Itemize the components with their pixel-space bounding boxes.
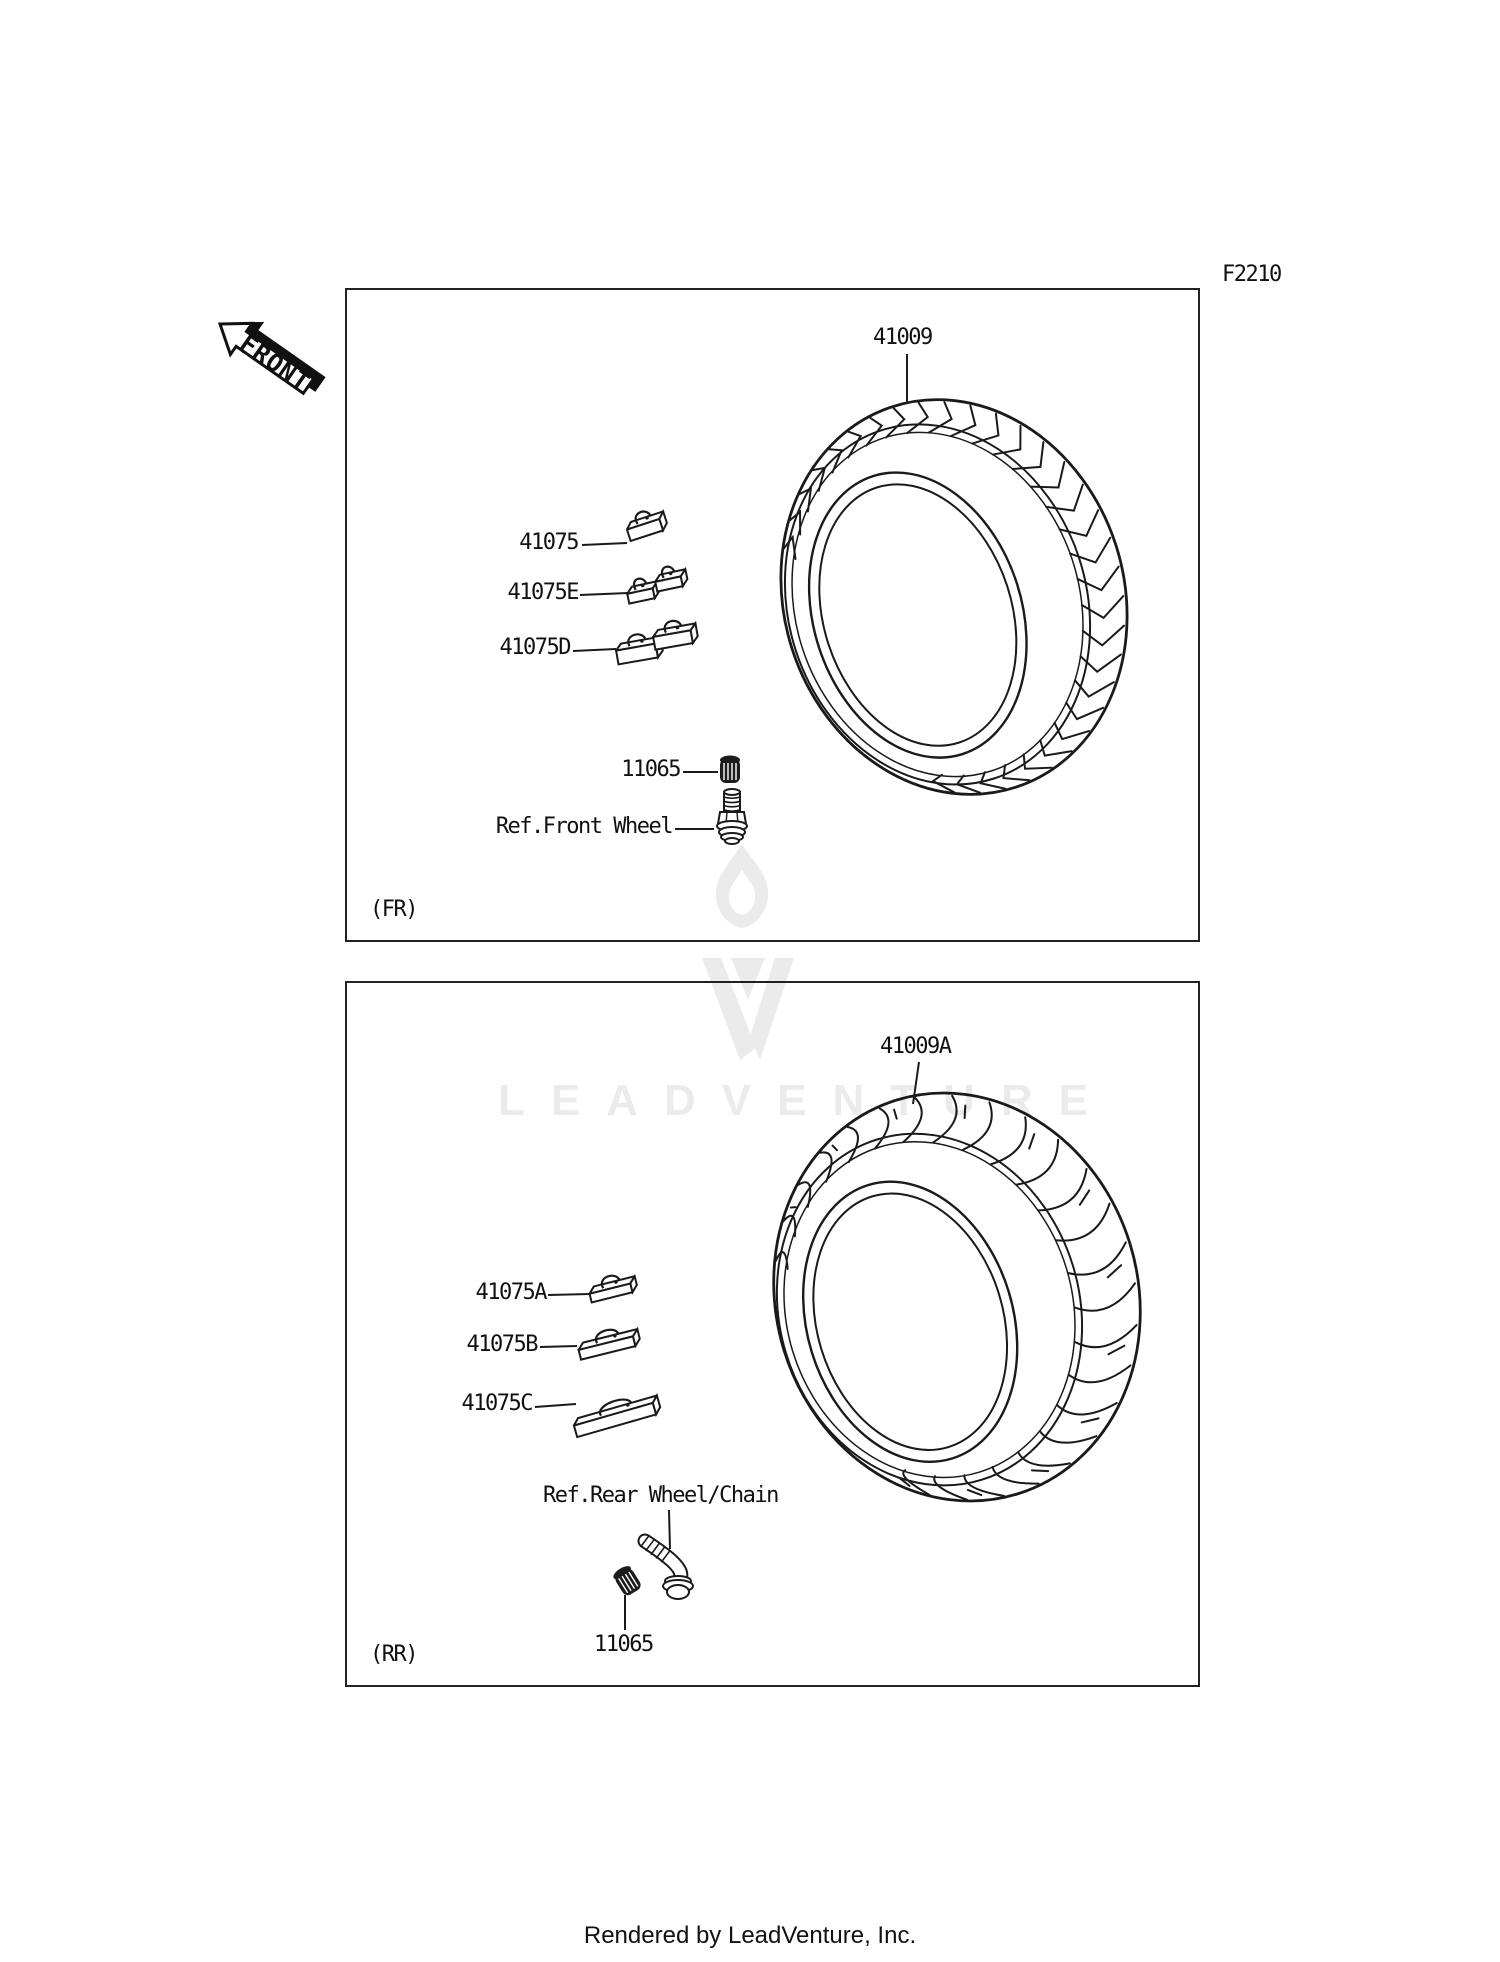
- wheel-weight-icon: [651, 617, 699, 650]
- footer-credit: Rendered by LeadVenture, Inc.: [583, 1922, 917, 1949]
- wheel-weight-icon: [623, 505, 669, 541]
- leader-line: [573, 649, 616, 651]
- leader-line: [535, 1404, 576, 1407]
- front-diagram-canvas: [347, 290, 1198, 940]
- part-callout-rear-valve[interactable]: 11065: [594, 1632, 653, 1657]
- front-direction-arrow: [208, 288, 338, 403]
- front-tire-drawing: [731, 354, 1178, 839]
- part-callout-front-weight-2[interactable]: 41075E: [507, 580, 578, 605]
- front-arrow-label: FRONT: [234, 328, 315, 398]
- part-callout-rear-weight-3[interactable]: 41075C: [461, 1391, 532, 1416]
- wheel-weight-icon: [576, 1323, 642, 1360]
- wheel-weight-icon: [625, 575, 661, 604]
- front-corner-label: (FR): [370, 897, 417, 922]
- wheel-weight-icon: [587, 1270, 639, 1302]
- valve-stem-icon: [717, 789, 747, 844]
- leader-line: [548, 1294, 590, 1295]
- part-callout-rear-weight-2[interactable]: 41075B: [466, 1332, 537, 1357]
- diagram-code: F2210: [1222, 262, 1281, 287]
- reference-front-wheel-label[interactable]: Ref.Front Wheel: [495, 814, 672, 839]
- valve-cap-icon: [611, 1564, 643, 1598]
- leader-line: [540, 1346, 577, 1347]
- rear-corner-label: (RR): [370, 1642, 417, 1667]
- leader-line: [669, 1510, 670, 1549]
- leader-line: [580, 593, 628, 595]
- part-callout-front-tire[interactable]: 41009: [873, 325, 932, 350]
- part-callout-rear-weight-1[interactable]: 41075A: [475, 1280, 546, 1305]
- angled-valve-stem-icon: [641, 1535, 694, 1599]
- part-callout-front-valve[interactable]: 11065: [621, 757, 680, 782]
- leader-line: [582, 543, 627, 545]
- valve-cap-icon: [720, 756, 740, 784]
- part-callout-front-weight-1[interactable]: 41075: [519, 530, 578, 555]
- part-callout-front-weight-3[interactable]: 41075D: [499, 635, 570, 660]
- watermark-text: LEADVENTURE: [498, 1076, 1115, 1125]
- reference-rear-wheel-label[interactable]: Ref.Rear Wheel/Chain: [543, 1483, 778, 1508]
- front-tire-panel: [345, 288, 1200, 942]
- wheel-weight-icon: [653, 563, 689, 592]
- wheel-weight-icon: [571, 1389, 662, 1437]
- part-callout-rear-tire[interactable]: 41009A: [880, 1034, 951, 1059]
- rear-tire-drawing: [724, 1047, 1191, 1547]
